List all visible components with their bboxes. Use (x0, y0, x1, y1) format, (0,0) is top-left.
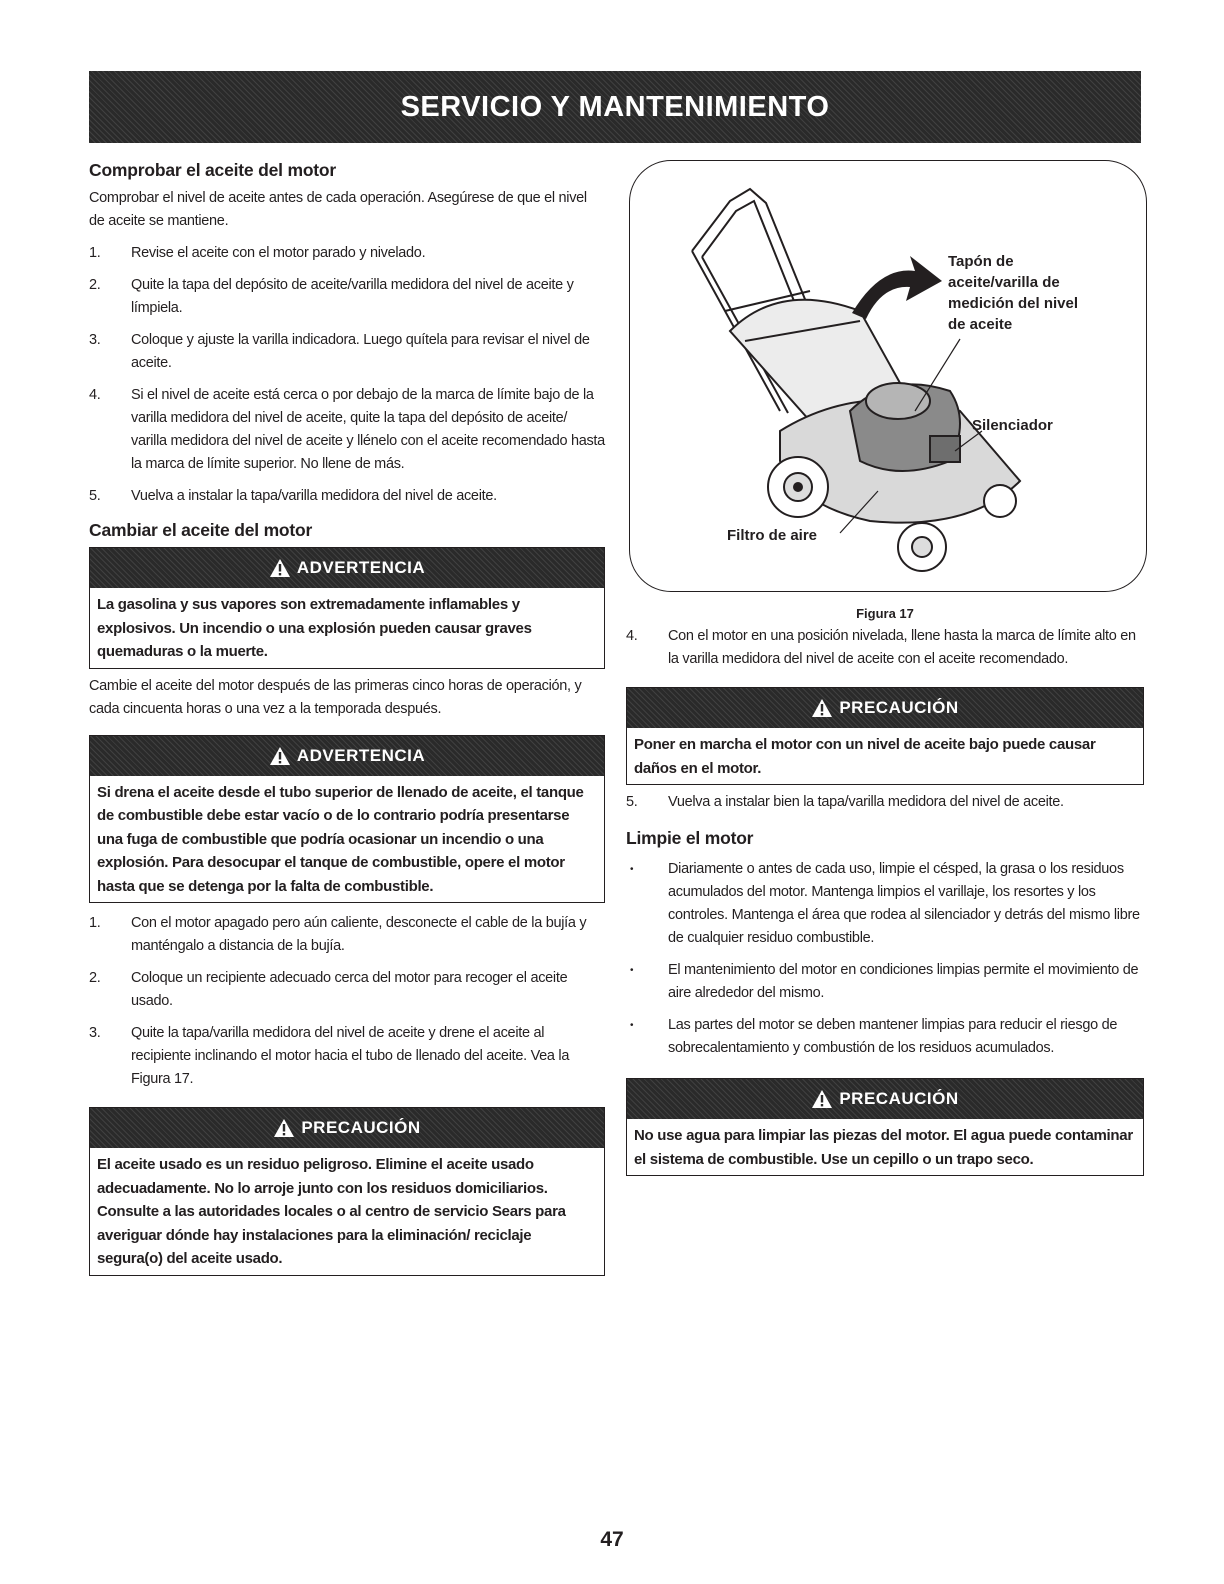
change-oil-heading: Cambiar el aceite del motor (89, 520, 313, 540)
warning-label: ADVERTENCIA (296, 558, 426, 577)
list-item: 3. Quite la tapa/varilla medidora del nivel de aceite y drene el aceite al recipiente inclinando el motor hacia el tubo de llenado del aceite. Vea la Figura 17. (89, 1025, 570, 1087)
check-oil-steps (89, 242, 605, 508)
warning-triangle-icon (811, 698, 833, 718)
warning-header (90, 548, 604, 588)
caution-header (627, 688, 1143, 728)
caution-label: PRECAUCIÓN (301, 1118, 421, 1137)
warning-triangle-icon (269, 746, 291, 766)
caution-header (627, 1079, 1143, 1119)
caution-label: PRECAUCIÓN (839, 1089, 959, 1108)
caution-text: Poner en marcha el motor con un nivel de aceite bajo puede causar daños en el motor. (634, 736, 1096, 777)
list-item: 5. Vuelva a instalar bien la tapa/varilla medidora del nivel de aceite. (626, 794, 1064, 810)
change-oil-body: Cambie el aceite del motor después de las primeras cinco horas de operación, y cada cincuenta horas o una vez a la temporada después. (89, 677, 582, 717)
right-column (626, 160, 1144, 1176)
caution-box (89, 1107, 605, 1276)
warning-triangle-icon (811, 1089, 833, 1109)
clean-engine-list (626, 858, 1144, 1060)
list-item: 1. Con el motor apagado pero aún caliente, desconecte el cable de la bujía y manténgalo a distancia de la bujía. (89, 915, 587, 954)
figure-17 (629, 160, 1147, 592)
list-item: 4. Si el nivel de aceite está cerca o por debajo de la marca de límite bajo de la varilla medidora del nivel de aceite, quite la tapa del depósito de aceite/ varilla medidora del nivel de aceite y llénelo con el aceite recomendado hasta la marca de límite superior. No llene de más. (89, 387, 605, 472)
warning-box (89, 547, 605, 669)
caution-label: PRECAUCIÓN (839, 698, 959, 717)
caution-box (626, 1078, 1144, 1176)
warning-box (89, 735, 605, 904)
page-number: 47 (600, 1528, 624, 1551)
list-item: 2. Coloque un recipiente adecuado cerca del motor para recoger el aceite usado. (89, 970, 568, 1009)
warning-header (90, 736, 604, 776)
left-column (89, 160, 605, 1276)
list-item: 4. Con el motor en una posición nivelada, llene hasta la marca de límite alto en la varilla medidora del nivel de aceite con el aceite recomendado. (626, 628, 1136, 667)
warning-text: Si drena el aceite desde el tubo superior de llenado de aceite, el tanque de combustible debe estar vacío o de lo contrario podría presentarse una fuga de combustible que podría ocasionar un incendio o una explosión. Para desocupar el tanque de combustible, opere el motor hasta que se detenga por la falta de combustible. (97, 783, 584, 895)
warning-triangle-icon (269, 558, 291, 578)
callout-muffler: Silenciador (972, 417, 1053, 434)
change-oil-steps (89, 912, 605, 1091)
warning-text: La gasolina y sus vapores son extremadamente inflamables y explosivos. Un incendio o una explosión pueden causar graves quemaduras o la muerte. (97, 596, 532, 660)
lawn-mower-illustration (630, 161, 1146, 591)
caution-text: No use agua para limpiar las piezas del motor. El agua puede contaminar el sistema de combustible. Use un cepillo o un trapo seco. (634, 1127, 1133, 1168)
list-item: • Diariamente o antes de cada uso, limpie el césped, la grasa o los residuos acumulados del motor. Mantenga limpios el varillaje, los resortes y los controles. Mantenga el área que rodea al silenciador y detrás del mismo libre de cualquier residuo combustible. (630, 861, 1140, 946)
list-item: • El mantenimiento del motor en condiciones limpias permite el movimiento de aire alrededor del mismo. (630, 962, 1139, 1001)
warning-triangle-icon (273, 1118, 295, 1138)
section-banner (89, 71, 1141, 143)
clean-engine-heading: Limpie el motor (626, 828, 754, 848)
check-oil-intro: Comprobar el nivel de aceite antes de cada operación. Asegúrese de que el nivel de aceite se mantiene. (89, 190, 587, 229)
list-item: • Las partes del motor se deben mantener limpias para reducir el riesgo de sobrecalentamiento y combustión de los residuos acumulados. (630, 1017, 1118, 1056)
list-item: 5. Vuelva a instalar la tapa/varilla medidora del nivel de aceite. (89, 488, 497, 504)
page-title: SERVICIO Y MANTENIMIENTO (400, 90, 830, 123)
check-oil-heading: Comprobar el aceite del motor (89, 160, 337, 180)
list-item: 3. Coloque y ajuste la varilla indicadora. Luego quítela para revisar el nivel de aceite. (89, 332, 590, 371)
warning-label: ADVERTENCIA (296, 745, 426, 765)
caution-text: El aceite usado es un residuo peligroso. Elimine el aceite usado adecuadamente. No lo arroje junto con los residuos domiciliarios. Consulte a las autoridades locales o al centro de servicio Sears para averiguar dónde hay instalaciones para la eliminación/ reciclaje segura(o) del aceite usado. (97, 1156, 566, 1267)
caution-header (90, 1108, 604, 1148)
caution-box (626, 687, 1144, 785)
callout-air-filter: Filtro de aire (727, 527, 818, 544)
callout-dipstick: Tapón de aceite/varilla de medición del nivel de aceite (948, 253, 1079, 333)
list-item: 1. Revise el aceite con el motor parado y nivelado. (89, 245, 426, 261)
list-item: 2. Quite la tapa del depósito de aceite/varilla medidora del nivel de aceite y límpiela. (89, 277, 574, 316)
figure-caption: Figura 17 (856, 606, 914, 621)
